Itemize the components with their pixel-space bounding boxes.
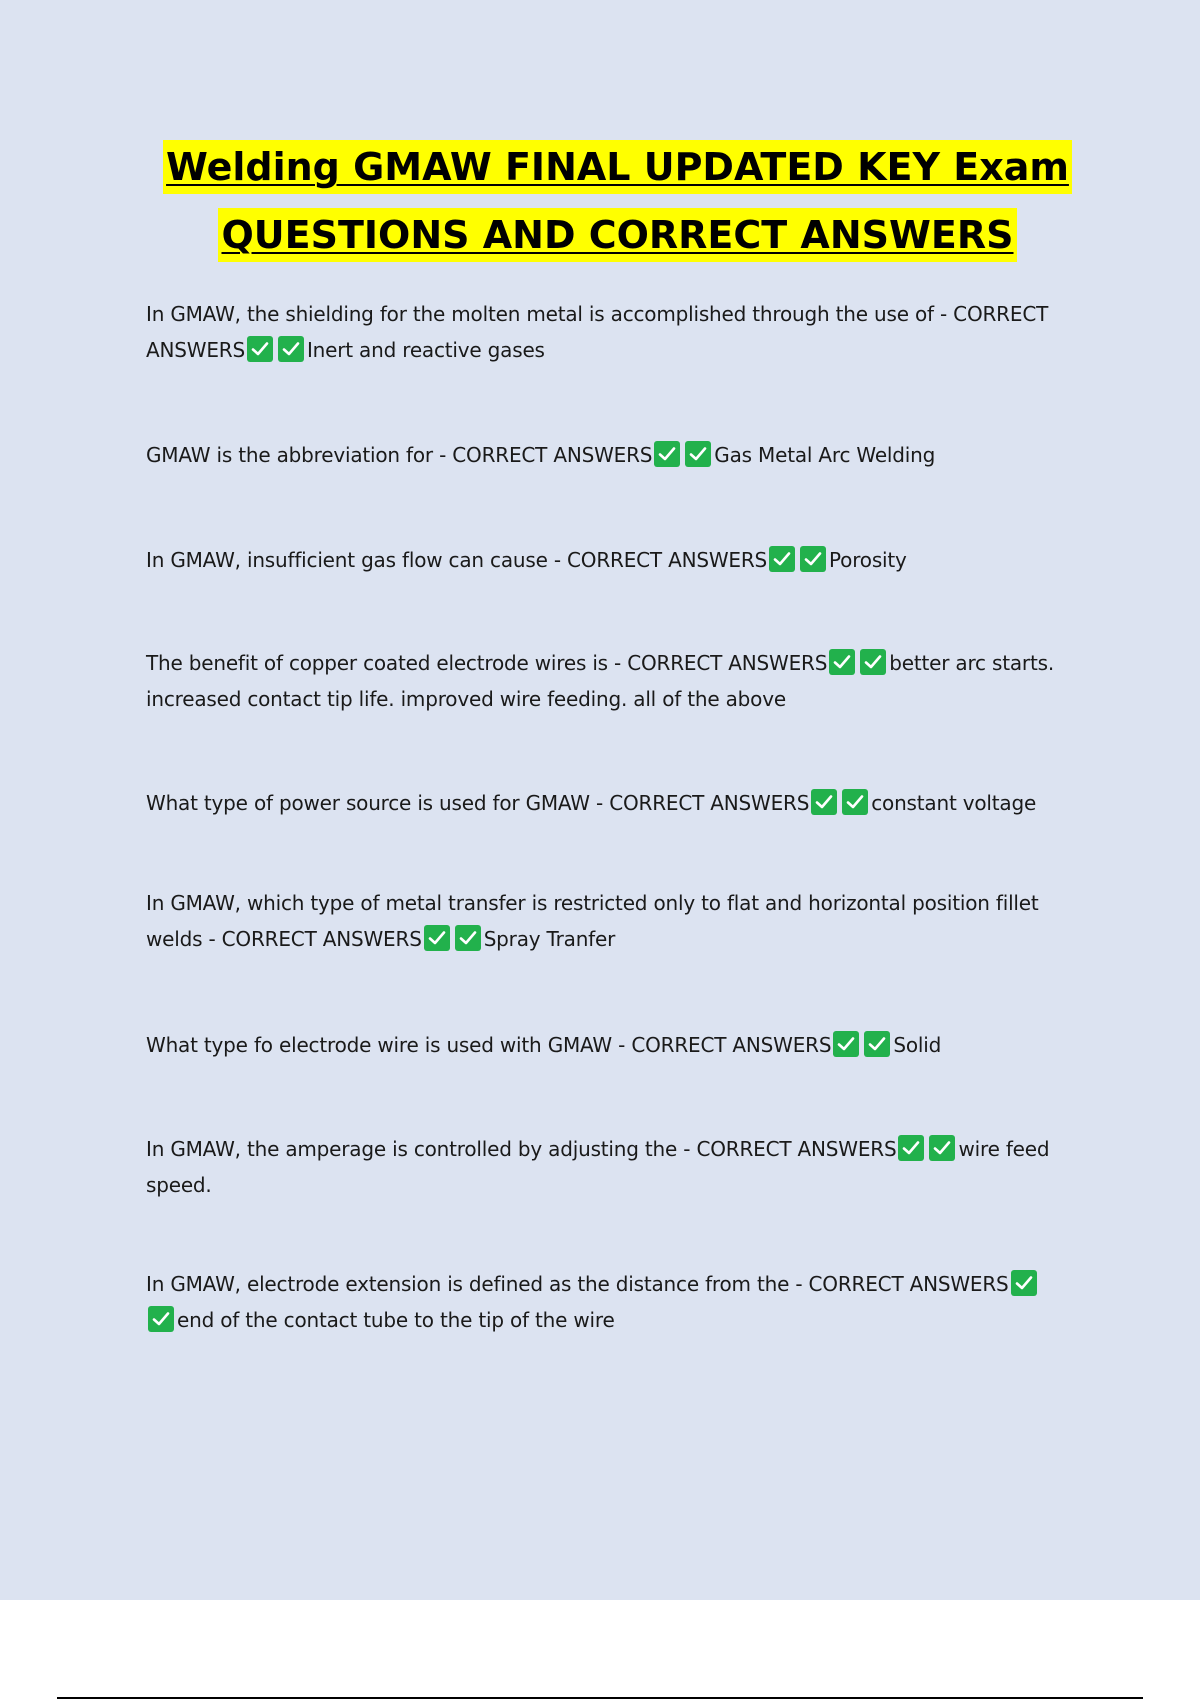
check-mark-icon [148, 1306, 174, 1332]
qa-item [146, 542, 1058, 578]
qa-item [146, 437, 1058, 473]
qa-item [146, 1131, 1058, 1203]
answer-text: Porosity [829, 548, 907, 572]
answer-text: end of the contact tube to the tip of the wire [177, 1308, 615, 1332]
qa-item [146, 785, 1058, 821]
question-text: In GMAW, the amperage is controlled by adjusting the - CORRECT ANSWERS [146, 1137, 897, 1161]
title-line-2 [0, 208, 1200, 276]
check-mark-icon [842, 789, 868, 815]
title-text-line-2: QUESTIONS AND CORRECT ANSWERS [218, 208, 1016, 262]
qa-item [146, 645, 1058, 717]
title-line-1 [0, 140, 1200, 208]
check-mark-icon [811, 789, 837, 815]
question-text: What type of power source is used for GMAW - CORRECT ANSWERS [146, 791, 810, 815]
question-text: In GMAW, which type of metal transfer is restricted only to flat and horizontal position fillet welds - CORRECT ANSWERS [146, 891, 1039, 951]
answer-text: Solid [893, 1033, 942, 1057]
answer-text: Spray Tranfer [483, 927, 616, 951]
check-mark-icon [1011, 1270, 1037, 1296]
check-mark-icon [654, 441, 680, 467]
qa-item [146, 296, 1058, 368]
question-text: In GMAW, electrode extension is defined as the distance from the - CORRECT ANSWERS [146, 1272, 1009, 1296]
check-mark-icon [424, 925, 450, 951]
check-mark-icon [829, 649, 855, 675]
check-mark-icon [800, 546, 826, 572]
check-mark-icon [278, 336, 304, 362]
answer-text: better arc starts. increased contact tip life. improved wire feeding. all of the above [146, 651, 1054, 711]
check-mark-icon [247, 336, 273, 362]
check-mark-icon [864, 1031, 890, 1057]
question-text: In GMAW, insufficient gas flow can cause - CORRECT ANSWERS [146, 548, 768, 572]
check-mark-icon [685, 441, 711, 467]
question-text: GMAW is the abbreviation for - CORRECT ANSWERS [146, 443, 653, 467]
answer-text: Inert and reactive gases [306, 338, 545, 362]
answer-text: Gas Metal Arc Welding [714, 443, 936, 467]
question-text: In GMAW, the shielding for the molten metal is accomplished through the use of - CORRECT ANSWERS [146, 302, 1049, 362]
check-mark-icon [860, 649, 886, 675]
check-mark-icon [455, 925, 481, 951]
title-text-line-1: Welding GMAW FINAL UPDATED KEY Exam [163, 140, 1072, 194]
qa-item [146, 1027, 1058, 1063]
check-mark-icon [833, 1031, 859, 1057]
footer-divider [57, 1697, 1143, 1699]
question-text: What type fo electrode wire is used with GMAW - CORRECT ANSWERS [146, 1033, 832, 1057]
qa-item [146, 885, 1058, 957]
answer-text: wire feed speed. [146, 1137, 1050, 1197]
question-text: The benefit of copper coated electrode wires is - CORRECT ANSWERS [146, 651, 828, 675]
qa-item [146, 1266, 1058, 1338]
check-mark-icon [898, 1135, 924, 1161]
document-title [0, 140, 1200, 276]
check-mark-icon [769, 546, 795, 572]
answer-text: constant voltage [871, 791, 1037, 815]
check-mark-icon [929, 1135, 955, 1161]
